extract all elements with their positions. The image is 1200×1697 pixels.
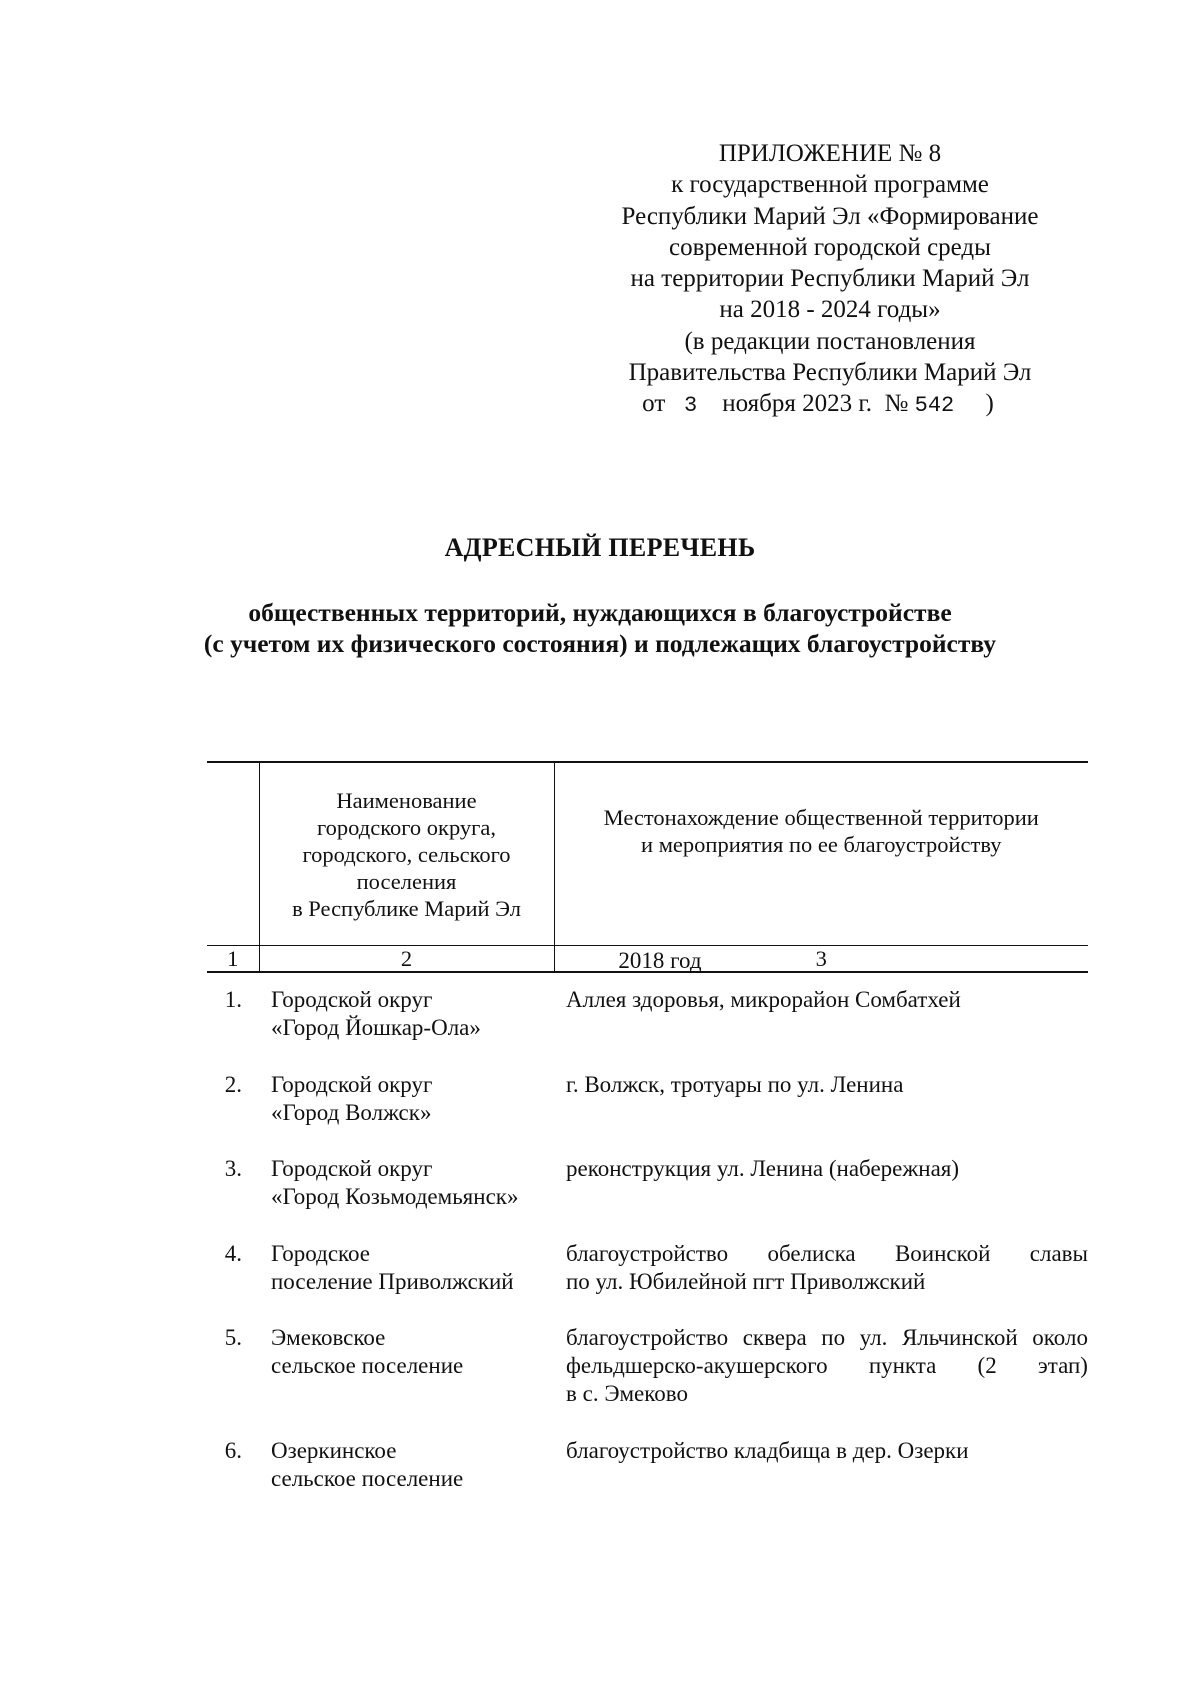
closing-paren: ) <box>985 390 994 418</box>
row-place <box>566 1437 1088 1465</box>
place-line: фельдшерско-акушерского пункта (2 этап) <box>566 1353 1088 1378</box>
row-municipality <box>271 986 561 1042</box>
annex-line: на 2018 - 2024 годы» <box>719 296 941 324</box>
date-month-year: ноября 2023 г. <box>722 390 873 418</box>
place-line: в с. Эмеково <box>566 1381 688 1406</box>
document-title: АДРЕСНЫЙ ПЕРЕЧЕНЬ <box>444 533 756 562</box>
annex-line: ПРИЛОЖЕНИЕ № 8 <box>718 140 942 167</box>
row-municipality <box>271 1324 561 1380</box>
municipality-line: Городское <box>271 1241 371 1266</box>
header-text: поселения <box>356 868 457 894</box>
column-number-1: 1 <box>207 946 259 973</box>
municipality-line: Эмековское <box>271 1325 386 1350</box>
column-number-3: 3 <box>554 946 1088 973</box>
subtitle-line: общественных территорий, нуждающихся в благоустройстве <box>248 598 952 627</box>
header-text: городского, сельского <box>302 841 511 867</box>
municipality-line: сельское поселение <box>271 1466 464 1491</box>
municipality-line: Городской округ <box>271 1072 433 1097</box>
municipality-line: сельское поселение <box>271 1353 464 1378</box>
place-line: г. Волжск, тротуары по ул. Ленина <box>566 1072 904 1097</box>
table-header <box>207 761 1088 973</box>
municipality-line: «Город Волжск» <box>271 1100 432 1125</box>
place-line: благоустройство обелиска Воинской славы <box>566 1241 1088 1266</box>
header-cell-location <box>554 762 1088 946</box>
annex-line: на территории Республики Марий Эл <box>630 265 1030 293</box>
row-number: 6. <box>224 1438 242 1463</box>
row-number: 2. <box>224 1072 242 1097</box>
row-number: 4. <box>224 1241 242 1266</box>
row-number: 5. <box>224 1325 242 1350</box>
handwritten-number: 542 <box>914 393 955 419</box>
municipality-line: поселение Приволжский <box>271 1269 514 1294</box>
number-sign: № <box>884 390 909 418</box>
place-line: по ул. Юбилейной пгт Приволжский <box>566 1269 926 1294</box>
year-label: 2018 год <box>618 948 702 973</box>
row-number: 3. <box>224 1156 242 1181</box>
header-cell-municipality <box>259 762 554 946</box>
row-municipality <box>271 1071 561 1127</box>
row-municipality <box>271 1240 561 1296</box>
annex-date-line <box>580 388 1080 421</box>
place-line: Аллея здоровья, микрорайон Сомбатхей <box>566 987 961 1012</box>
header-text: и мероприятия по ее благоустройству <box>641 832 1002 857</box>
municipality-line: Городской округ <box>271 987 433 1012</box>
row-place <box>566 1155 1088 1183</box>
header-cell-number <box>207 762 259 946</box>
place-line: благоустройство сквера по ул. Яльчинской около <box>566 1325 1088 1350</box>
municipality-line: «Город Козьмодемьянск» <box>271 1184 519 1209</box>
row-municipality <box>271 1155 561 1211</box>
header-text: городского округа, <box>316 814 496 840</box>
annex-line: Правительства Республики Марий Эл <box>628 359 1032 387</box>
header-text: Местонахождение общественной территории <box>603 805 1039 830</box>
annex-line: Республики Марий Эл «Формирование <box>621 202 1039 230</box>
document-subtitle <box>0 597 1200 659</box>
row-place <box>566 986 1088 1014</box>
row-municipality <box>271 1437 561 1493</box>
row-place <box>566 1071 1088 1099</box>
date-prefix: от <box>642 390 666 418</box>
municipality-line: Озеркинское <box>271 1438 397 1463</box>
column-number-2: 2 <box>259 946 554 973</box>
subtitle-line: (с учетом их физического состояния) и подлежащих благоустройству <box>203 629 997 658</box>
row-place <box>566 1324 1088 1408</box>
annex-line: современной городской среды <box>669 233 991 261</box>
row-place <box>566 1240 1088 1296</box>
header-text: Наименование <box>336 787 477 813</box>
row-number: 1. <box>224 987 242 1012</box>
annex-line: (в редакции постановления <box>684 327 976 355</box>
header-text: в Республике Марий Эл <box>292 895 521 921</box>
municipality-line: «Город Йошкар-Ола» <box>271 1015 481 1040</box>
municipality-line: Городской округ <box>271 1156 433 1181</box>
annex-line: к государственной программе <box>671 171 989 199</box>
annex-block <box>580 138 1080 422</box>
handwritten-day: 3 <box>684 393 698 419</box>
place-line: благоустройство кладбища в дер. Озерки <box>566 1438 969 1463</box>
place-line: реконструкция ул. Ленина (набережная) <box>566 1156 960 1181</box>
